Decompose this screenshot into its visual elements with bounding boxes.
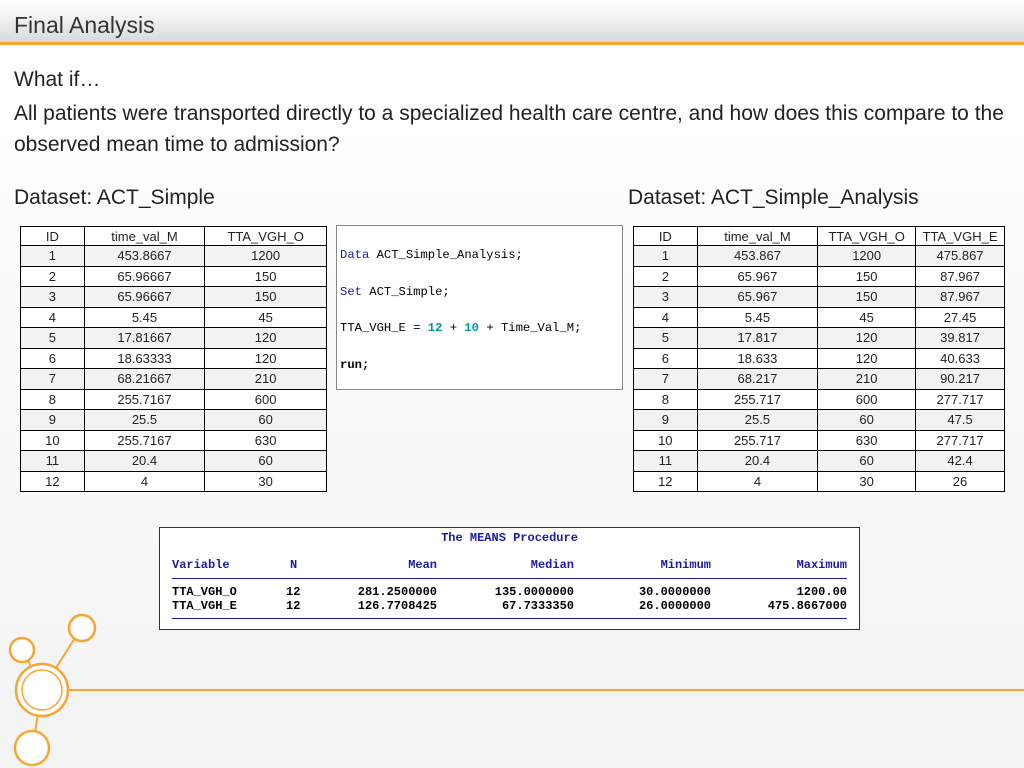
means-cell: 126.7708425	[357, 599, 437, 613]
table-header-cell: time_val_M	[84, 227, 205, 246]
table-cell: 60	[205, 410, 327, 431]
table-cell: 8	[634, 389, 698, 410]
table-row	[634, 451, 1005, 472]
means-col-maximum: Maximum	[796, 558, 847, 572]
table-cell: 600	[818, 389, 916, 410]
means-col-minimum: Minimum	[660, 558, 711, 572]
means-col-n: N	[290, 558, 298, 572]
code-line: run;	[340, 358, 370, 373]
table-cell: 87.967	[916, 266, 1005, 287]
table-row	[634, 471, 1005, 492]
table-row	[634, 328, 1005, 349]
dataset-right-label: Dataset: ACT_Simple_Analysis	[628, 186, 919, 209]
table-cell: 3	[634, 287, 698, 308]
table-header-row	[21, 227, 327, 246]
table-cell: 150	[818, 266, 916, 287]
table-header-cell: TTA_VGH_O	[818, 227, 916, 246]
table-cell: 4	[84, 471, 205, 492]
table-row	[21, 430, 327, 451]
means-cell: TTA_VGH_O	[172, 585, 237, 599]
table-cell: 2	[21, 266, 85, 287]
table-row	[21, 266, 327, 287]
table-cell: 6	[634, 348, 698, 369]
table-cell: 210	[205, 369, 327, 390]
table-header-cell: ID	[634, 227, 698, 246]
table-row	[21, 471, 327, 492]
table-cell: 25.5	[84, 410, 205, 431]
means-col-variable: Variable	[172, 558, 230, 572]
means-cell: 30.0000000	[638, 585, 711, 599]
table-cell: 4	[634, 307, 698, 328]
means-cell: 67.7333350	[501, 599, 574, 613]
table-cell: 20.4	[84, 451, 205, 472]
slide-title: Final Analysis	[14, 12, 155, 38]
table-cell: 277.717	[916, 389, 1005, 410]
table-row	[21, 389, 327, 410]
table-header-cell: TTA_VGH_O	[205, 227, 327, 246]
table-cell: 10	[634, 430, 698, 451]
table-cell: 60	[818, 451, 916, 472]
means-cell: 281.2500000	[357, 585, 437, 599]
means-cell: 12	[286, 585, 301, 599]
table-cell: 2	[634, 266, 698, 287]
table-cell: 39.817	[916, 328, 1005, 349]
table-cell: 255.7167	[84, 430, 205, 451]
title-bar	[0, 0, 1024, 45]
table-cell: 68.217	[697, 369, 818, 390]
table-cell: 5	[634, 328, 698, 349]
table-cell: 65.967	[697, 266, 818, 287]
table-cell: 20.4	[697, 451, 818, 472]
code-line: Set ACT_Simple;	[340, 284, 450, 299]
table-row	[634, 246, 1005, 267]
table-cell: 9	[634, 410, 698, 431]
table-cell: 60	[205, 451, 327, 472]
table-cell: 68.21667	[84, 369, 205, 390]
table-cell: 30	[205, 471, 327, 492]
table-cell: 453.867	[697, 246, 818, 267]
table-cell: 45	[205, 307, 327, 328]
table-cell: 4	[697, 471, 818, 492]
table-row	[634, 410, 1005, 431]
table-cell: 9	[21, 410, 85, 431]
table-cell: 25.5	[697, 410, 818, 431]
means-col-mean: Mean	[408, 558, 437, 572]
table-cell: 255.717	[697, 430, 818, 451]
table-cell: 5	[21, 328, 85, 349]
table-cell: 150	[205, 287, 327, 308]
table-row	[634, 369, 1005, 390]
table-row	[21, 369, 327, 390]
means-rule-top	[172, 578, 847, 579]
table-cell: 65.96667	[84, 266, 205, 287]
table-cell: 150	[818, 287, 916, 308]
table-cell: 45	[818, 307, 916, 328]
code-line: Data ACT_Simple_Analysis;	[340, 248, 523, 263]
table-cell: 630	[818, 430, 916, 451]
table-header-cell: time_val_M	[697, 227, 818, 246]
table-cell: 630	[205, 430, 327, 451]
table-row	[634, 348, 1005, 369]
table-cell: 3	[21, 287, 85, 308]
table-row	[634, 430, 1005, 451]
table-cell: 210	[818, 369, 916, 390]
table-row	[21, 328, 327, 349]
means-cell: 12	[286, 599, 301, 613]
table-cell: 1200	[818, 246, 916, 267]
table-cell: 87.967	[916, 287, 1005, 308]
question-line-1: What if…	[14, 68, 101, 91]
table-cell: 600	[205, 389, 327, 410]
table-cell: 17.817	[697, 328, 818, 349]
table-cell: 11	[21, 451, 85, 472]
table-cell: 12	[21, 471, 85, 492]
table-cell: 1	[21, 246, 85, 267]
table-cell: 5.45	[697, 307, 818, 328]
table-cell: 255.717	[697, 389, 818, 410]
table-cell: 7	[21, 369, 85, 390]
table-cell: 7	[634, 369, 698, 390]
dataset-left-label: Dataset: ACT_Simple	[14, 186, 215, 209]
table-cell: 60	[818, 410, 916, 431]
means-cell: 475.8667000	[767, 599, 847, 613]
table-cell: 120	[818, 348, 916, 369]
table-cell: 47.5	[916, 410, 1005, 431]
table-cell: 90.217	[916, 369, 1005, 390]
table-cell: 26	[916, 471, 1005, 492]
table-cell: 277.717	[916, 430, 1005, 451]
means-cell: 26.0000000	[638, 599, 711, 613]
table-row	[634, 307, 1005, 328]
means-title: The MEANS Procedure	[441, 531, 578, 545]
table-cell: 120	[818, 328, 916, 349]
table-cell: 120	[205, 348, 327, 369]
table-row	[634, 389, 1005, 410]
table-cell: 8	[21, 389, 85, 410]
table-cell: 40.633	[916, 348, 1005, 369]
code-line: TTA_VGH_E = 12 + 10 + Time_Val_M;	[340, 321, 582, 336]
table-row	[21, 307, 327, 328]
table-row	[21, 287, 327, 308]
table-row	[21, 348, 327, 369]
question-line-2: All patients were transported directly to a specialized health care centre, and how does this compare to the observed mean time to admission?	[14, 102, 1004, 156]
table-header-cell: ID	[21, 227, 85, 246]
table-cell: 65.96667	[84, 287, 205, 308]
right-data-table	[633, 226, 1005, 492]
table-cell: 1	[634, 246, 698, 267]
means-cell: 1200.00	[796, 585, 847, 599]
table-cell: 42.4	[916, 451, 1005, 472]
left-data-table	[20, 226, 327, 492]
table-cell: 475.867	[916, 246, 1005, 267]
means-cell: 135.0000000	[494, 585, 574, 599]
table-row	[634, 266, 1005, 287]
table-cell: 255.7167	[84, 389, 205, 410]
table-row	[21, 451, 327, 472]
table-cell: 30	[818, 471, 916, 492]
decorative-circles-graphic	[0, 590, 1024, 768]
sas-code-block	[336, 225, 623, 390]
table-header-cell: TTA_VGH_E	[916, 227, 1005, 246]
table-cell: 65.967	[697, 287, 818, 308]
table-cell: 10	[21, 430, 85, 451]
table-cell: 453.8667	[84, 246, 205, 267]
table-cell: 5.45	[84, 307, 205, 328]
table-cell: 120	[205, 328, 327, 349]
table-cell: 1200	[205, 246, 327, 267]
table-row	[634, 287, 1005, 308]
table-header-row	[634, 227, 1005, 246]
table-row	[21, 410, 327, 431]
table-cell: 18.633	[697, 348, 818, 369]
table-cell: 4	[21, 307, 85, 328]
table-row	[21, 246, 327, 267]
table-cell: 27.45	[916, 307, 1005, 328]
table-cell: 11	[634, 451, 698, 472]
means-cell: TTA_VGH_E	[172, 599, 237, 613]
table-cell: 6	[21, 348, 85, 369]
table-cell: 150	[205, 266, 327, 287]
table-cell: 12	[634, 471, 698, 492]
means-col-median: Median	[530, 558, 574, 572]
table-cell: 18.63333	[84, 348, 205, 369]
table-cell: 17.81667	[84, 328, 205, 349]
